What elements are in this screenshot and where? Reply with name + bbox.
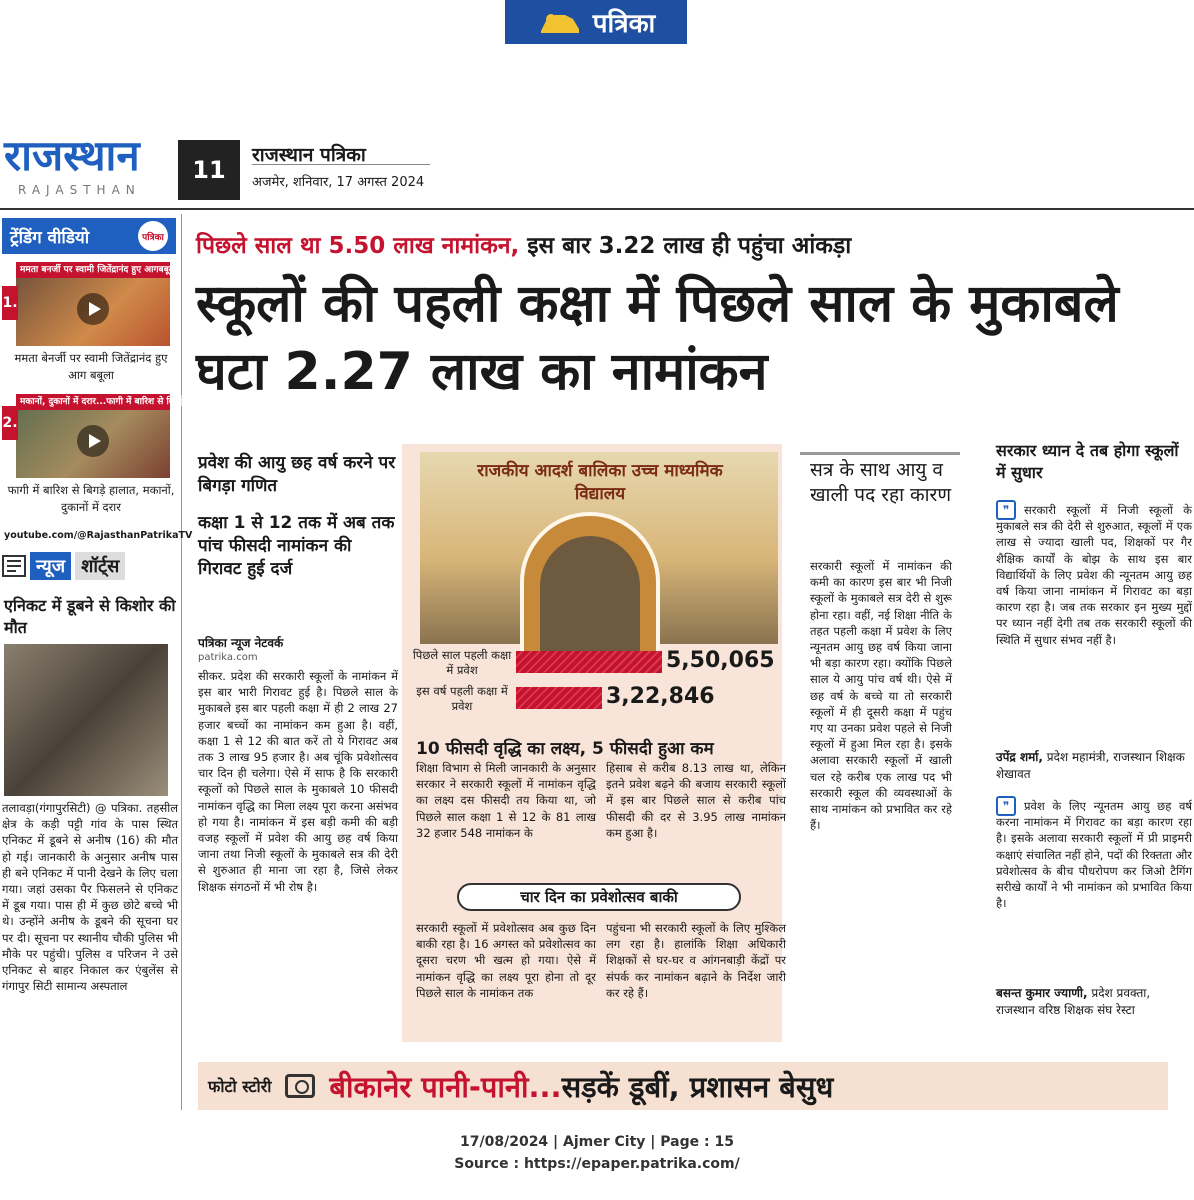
stat-label: इस वर्ष पहली कक्षा में प्रवेश xyxy=(416,684,508,713)
school-gate-opening xyxy=(540,536,640,666)
stat-value: 3,22,846 xyxy=(606,684,715,709)
column-heading: सरकार ध्यान दे तब होगा स्कूलों में सुधार xyxy=(996,441,1179,482)
photo-story-headline-rest: सड़कें डूबीं, प्रशासन बेसुध xyxy=(561,1069,834,1104)
quote-author-role: प्रदेश महामंत्री, राजस्थान शिक्षक शेखावत xyxy=(996,750,1185,781)
quote-author-role: प्रदेश प्रवक्ता, राजस्थान वरिष्ठ शिक्षक संघ रेस्टा xyxy=(996,986,1151,1017)
photo-story-label: फोटो स्टोरी xyxy=(208,1077,272,1096)
shorts-news-label: न्यूज xyxy=(30,552,71,580)
stat-bar xyxy=(516,687,602,709)
dateline: अजमेर, शनिवार, 17 अगस्त 2024 xyxy=(252,175,425,190)
section-title: राजस्थान xyxy=(4,131,140,180)
brief-headline: एनिकट में डूबने से किशोर की मौत xyxy=(4,596,176,637)
quote-icon: ❞ xyxy=(996,500,1016,520)
divider xyxy=(252,164,430,165)
stat-value: 5,50,065 xyxy=(666,648,775,673)
kicker-red: पिछले साल था 5.50 लाख नामांकन, xyxy=(196,233,520,259)
quote-text: सरकारी स्कूलों में निजी स्कूलों के मुकाबले सत्र की देरी से शुरुआत, स्कूलों में एक लाख से ज्यादा खाली पद, शिक्षकों पर गैर शैक्षिक कार्यों के बोझ के साथ इस बार विद्यार्थियों के लिए प्रवेश की न्यूनतम आयु छह वर्ष किया जाना नामांकन में गिरावट का बड़ा कारण रहा है। जब तक सरकार इन मुख्य मुद्दों पर ध्यान नहीं देगी तब तक सरकारी स्कूलों की स्थिति में सुधार संभव नहीं है। xyxy=(996,503,1192,647)
quote-author: उपेंद्र शर्मा, xyxy=(996,750,1043,764)
subheading: कक्षा 1 से 12 तक में अब तक पांच फीसदी नामांकन की गिरावट हुई दर्ज xyxy=(198,513,395,579)
video-caption[interactable]: फागी में बारिश से बिगड़े हालात, मकानों, दुकानों में दरार xyxy=(7,483,175,514)
patrika-logo xyxy=(505,0,687,44)
quote-attribution xyxy=(996,984,1192,1018)
quote-icon: ❞ xyxy=(996,796,1016,816)
news-photo xyxy=(4,644,168,796)
video-number: 1. xyxy=(2,286,18,320)
footer-source: Source : https://epaper.patrika.com/ xyxy=(454,1156,740,1172)
page-number: 11 xyxy=(178,140,240,200)
photo-story-headline-red: बीकानेर पानी-पानी... xyxy=(329,1069,562,1104)
photo-story-headline xyxy=(329,1067,833,1106)
article-body: शिक्षा विभाग से मिली जानकारी के अनुसार सरकार ने सरकारी स्कूलों में नामांकन वृद्धि का लक्ष्य दस फीसदी तय किया था, जो पिछले साल कक्षा 1 से 12 के 81 लाख 32 हजार 548 नामांकन के xyxy=(416,761,596,840)
play-icon xyxy=(76,292,110,326)
footer-info: 17/08/2024 | Ajmer City | Page : 15 xyxy=(460,1134,734,1150)
news-shorts-header xyxy=(2,548,176,584)
paper-name: राजस्थान पत्रिका xyxy=(252,144,366,166)
subheading-pill: चार दिन का प्रवेशोत्सव बाकी xyxy=(457,883,741,911)
article-body: सरकारी स्कूलों में नामांकन की कमी का कारण इस बार भी निजी स्कूलों के मुकाबले सत्र देरी से शुरू होना रहा। वहीं, नई शिक्षा नीति के तहत पहली कक्षा में प्रवेश के लिए न्यूनतम आयु छह वर्ष किया जाना भी बड़ा कारण रहा। क्योंकि पिछले साल ये आयु पांच वर्ष थी। ऐसे में छह वर्ष के बच्चे या तो सरकारी स्कूलों में ही दूसरी कक्षा में पहुंच गए या उनका प्रवेश पहले से निजी स्कूलों में हुआ मिल रहा है। इसके अलावा सरकारी स्कूलों में खाली चल रहे करीब एक लाख पद भी सरकारी स्कूल की व्यवस्थाओं के साथ नामांकन को प्रभावित कर रहे हैं। xyxy=(810,559,952,833)
camera-icon xyxy=(285,1074,315,1098)
video-number: 2. xyxy=(2,406,18,440)
article-body: सीकर. प्रदेश की सरकारी स्कूलों के नामांकन में इस बार भारी गिरावट हुई है। पिछले साल के मुकाबले इस बार पहली कक्षा में ही 2 लाख 27 हजार बच्चों का नामांकन कम हुआ है। वहीं, कक्षा 1 से 12 की बात करें तो ये गिरावट अब तक 3 लाख 95 हजार है। अब चूंकि प्रवेशोत्सव चार दिन ही चलेगा। ऐसे में साफ है कि सरकारी स्कूलों को पिछले साल के मुकाबले 10 फीसदी नामांकन वृद्धि का मिला लक्ष्य पूरा करना असंभव हो गया है। नामांकन में इस बड़ी कमी की बड़ी वजह स्कूलों में प्रवेश की आयु छह वर्ष किया जाना तथा निजी स्कूलों के मुकाबले सत्र की देरी से शुरुआत ही माना जा रहा है, जिसे लेकर शिक्षक संगठनों में भी रोष है। xyxy=(198,669,398,894)
trending-videos-header xyxy=(2,218,176,254)
kicker-rest: इस बार 3.22 लाख ही पहुंचा आंकड़ा xyxy=(519,233,852,259)
stat-label: पिछले साल पहली कक्षा में प्रवेश xyxy=(412,648,512,677)
stat-bar xyxy=(516,651,662,673)
article-body: सरकारी स्कूलों में प्रवेशोत्सव अब कुछ दिन बाकी रहा है। 16 अगस्त को प्रवेशोत्सव का दूसरा चरण भी खत्म हो गया। ऐसे में नामांकन वृद्धि का लक्ष्य पूरा होना तो दूर पिछले साल के नामांकन तक xyxy=(416,921,596,1000)
patrika-badge: पत्रिका xyxy=(138,221,168,251)
video-thumbnail-title: ममता बनर्जी पर स्वामी जितेंद्रानंद हुए आगबबूला xyxy=(16,262,170,278)
subheading: प्रवेश की आयु छह वर्ष करने पर बिगड़ा गणित xyxy=(198,453,396,496)
video-thumbnail[interactable] xyxy=(16,394,208,478)
video-thumbnail[interactable] xyxy=(16,262,178,346)
article-body: पहुंचना भी सरकारी स्कूलों के लिए मुश्किल लग रहा है। हालांकि शिक्षा अधिकारी शिक्षकों से घर-घर व आंगनबाड़ी केंद्रों पर संपर्क कर नामांकन बढ़ाने के निर्देश जारी कर रहे हैं। xyxy=(606,921,786,1000)
video-thumbnail-title: मकानों, दुकानों में दरार...फागी में बारिश से बिगड़े हालात xyxy=(16,394,170,410)
quote-author: बसन्त कुमार ज्याणी, xyxy=(996,986,1088,1000)
kicker xyxy=(196,228,1186,260)
brief-text: तलावड़ा(गंगापुरसिटी) @ पत्रिका. तहसील क्षेत्र के कड़ी पट्टी गांव के पास स्थित एनिकट में डूबने से अनीष (16) की मौत हो गई। जानकारी के अनुसार अनीष पास ही बने एनिकट में पानी देखने के लिए चला गया। जहां उसका पैर फिसलने से एनिकट में डूब गया। पास ही में कुछ छोटे बच्चे भी थे। उन्होंने अनीष के डूबने की सूचना घर पर दी। सूचना पर स्थानीय चौकी पुलिस भी मौके पर पहुंची। पुलिस व परिजन ने उसे एनिकट से बाहर निकाल कर एंबुलेंस से गंगापुर सिटी सामान्य अस्पताल xyxy=(2,801,178,994)
youtube-link[interactable]: youtube.com/@RajasthanPatrikaTV xyxy=(4,530,193,541)
byline-site: patrika.com xyxy=(198,652,258,663)
lion-emblem-icon xyxy=(537,7,583,37)
trending-title: ट्रेंडिंग वीडियो xyxy=(10,227,90,248)
video-caption[interactable]: ममता बेनर्जी पर स्वामी जितेंद्रानंद हुए आग बबूला xyxy=(14,351,168,382)
section-title-english: RAJASTHAN xyxy=(18,183,141,197)
side-box-heading: सत्र के साथ आयु व खाली पद रहा कारण xyxy=(810,459,952,506)
shorts-label: शॉर्ट्स xyxy=(75,552,125,580)
school-photo xyxy=(420,452,778,644)
article-body: हिसाब से करीब 8.13 लाख था, लेकिन इतने प्रवेश बढ़ने की बजाय सरकारी स्कूलों में इस बार पिछले साल से करीब पांच फीसदी की दर से 3.95 लाख नामांकन कम हुआ है। xyxy=(606,761,786,840)
play-icon xyxy=(76,424,110,458)
quote-text: प्रवेश के लिए न्यूनतम आयु छह वर्ष करना नामांकन में गिरावट का बड़ा कारण रहा है। इसके अलावा सरकारी स्कूलों में प्री प्राइमरी कक्षाएं संचालित नहीं होने, पदों की रिक्तता और प्रवेशोत्सव के बीच पौधरोपण कर जिओ टैगिंग सरीखे कार्यों ने भी नामांकन को प्रभावित किया है। xyxy=(996,799,1192,911)
quote-attribution xyxy=(996,748,1192,782)
newspaper-icon xyxy=(2,555,26,577)
divider xyxy=(0,208,1194,210)
byline: पत्रिका न्यूज नेटवर्क xyxy=(198,636,284,650)
logo-text: पत्रिका xyxy=(592,9,656,39)
main-headline: स्कूलों की पहली कक्षा में पिछले साल के मुकाबले घटा 2.27 लाख का नामांकन xyxy=(196,274,1119,402)
subheading: 10 फीसदी वृद्धि का लक्ष्य, 5 फीसदी हुआ कम xyxy=(416,739,714,759)
photo-story-strip xyxy=(198,1062,1168,1110)
school-sign: राजकीय आदर्श बालिका उच्च माध्यमिक विद्यालय xyxy=(477,461,723,504)
